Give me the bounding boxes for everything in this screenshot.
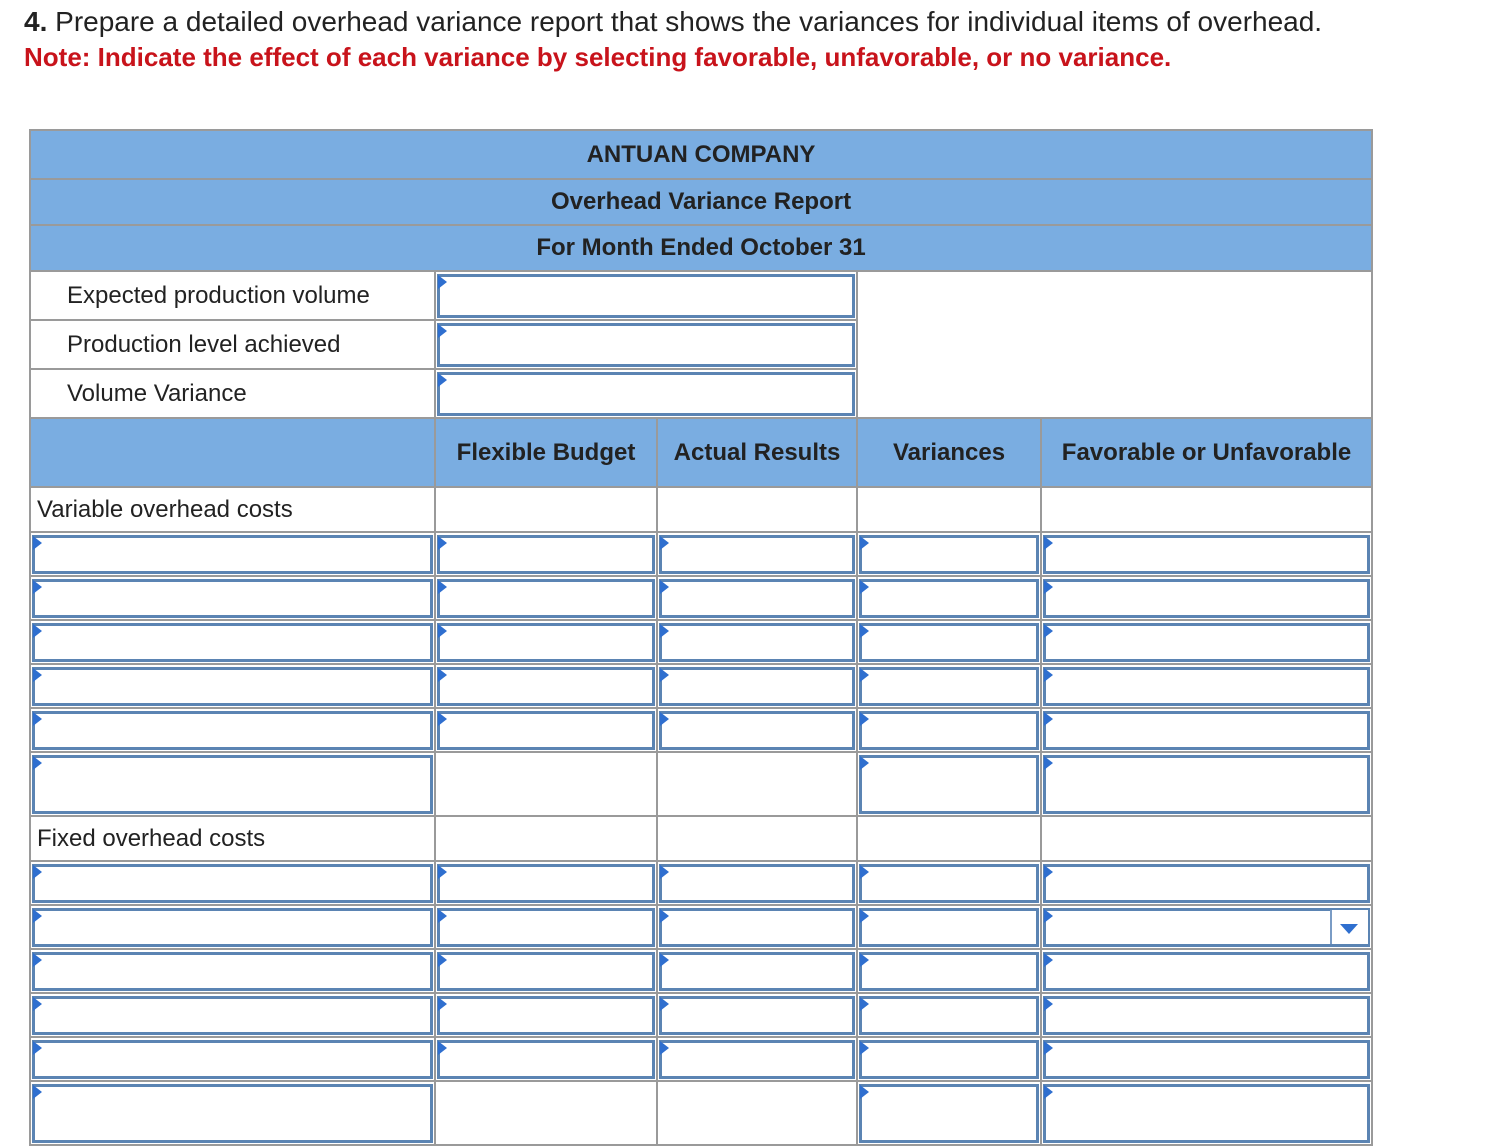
input-marker-icon xyxy=(438,953,447,967)
expected-production-volume-input[interactable] xyxy=(435,271,857,320)
empty-cell xyxy=(857,816,1041,861)
question-text xyxy=(24,4,1322,40)
input-marker-icon xyxy=(860,997,869,1011)
input-marker-icon xyxy=(33,1041,42,1055)
empty-cell xyxy=(435,816,657,861)
fixed-cost-row xyxy=(30,1037,1372,1081)
column-header-blank xyxy=(30,418,435,487)
column-header-variances: Variances xyxy=(857,418,1041,487)
fixed-cost-row xyxy=(30,949,1372,993)
input-marker-icon xyxy=(660,997,669,1011)
input-marker-icon xyxy=(660,580,669,594)
input-marker-icon xyxy=(1044,668,1053,682)
input-marker-icon xyxy=(1044,953,1053,967)
variance-input[interactable] xyxy=(857,993,1041,1037)
actual-results-input[interactable] xyxy=(657,576,857,620)
input-marker-icon xyxy=(860,865,869,879)
fixed-cost-row xyxy=(30,861,1372,905)
actual-results-input[interactable] xyxy=(657,708,857,752)
favorable-unfavorable-select[interactable] xyxy=(1041,620,1372,664)
empty-cell xyxy=(857,369,1372,418)
input-marker-icon xyxy=(860,668,869,682)
variance-input[interactable] xyxy=(857,576,1041,620)
cost-item-input[interactable] xyxy=(30,576,435,620)
company-name: ANTUAN COMPANY xyxy=(30,130,1372,179)
cost-item-input[interactable] xyxy=(30,664,435,708)
input-marker-icon xyxy=(33,712,42,726)
empty-cell xyxy=(657,487,857,532)
empty-cell xyxy=(435,1081,657,1145)
favorable-unfavorable-select[interactable] xyxy=(1041,532,1372,576)
input-marker-icon xyxy=(33,624,42,638)
fixed-total-variance-input[interactable] xyxy=(857,1081,1041,1145)
favorable-unfavorable-select[interactable] xyxy=(1041,576,1372,620)
favorable-unfavorable-select[interactable] xyxy=(1041,708,1372,752)
input-marker-icon xyxy=(1044,1085,1053,1099)
report-period: For Month Ended October 31 xyxy=(30,225,1372,271)
cost-item-input[interactable] xyxy=(30,1037,435,1081)
question-number: 4. xyxy=(24,6,48,37)
report-title: Overhead Variance Report xyxy=(30,179,1372,225)
fixed-cost-row xyxy=(30,905,1372,949)
chevron-down-icon xyxy=(1340,924,1358,934)
variable-total-favorable-select[interactable] xyxy=(1041,752,1372,816)
empty-cell xyxy=(857,271,1372,320)
cost-item-input[interactable] xyxy=(30,620,435,664)
input-marker-icon xyxy=(860,536,869,550)
input-marker-icon xyxy=(33,668,42,682)
flexible-budget-input[interactable] xyxy=(435,861,657,905)
volume-variance-label: Volume Variance xyxy=(30,369,435,418)
input-marker-icon xyxy=(438,536,447,550)
expected-production-volume-label: Expected production volume xyxy=(30,271,435,320)
input-marker-icon xyxy=(1044,1041,1053,1055)
actual-results-input[interactable] xyxy=(657,993,857,1037)
input-marker-icon xyxy=(860,756,869,770)
favorable-unfavorable-select[interactable] xyxy=(1041,1037,1372,1081)
input-marker-icon xyxy=(438,624,447,638)
input-marker-icon xyxy=(33,909,42,923)
cost-item-input[interactable] xyxy=(30,861,435,905)
cost-item-input[interactable] xyxy=(30,708,435,752)
input-marker-icon xyxy=(438,668,447,682)
variable-cost-row xyxy=(30,576,1372,620)
actual-results-input[interactable] xyxy=(657,861,857,905)
variable-overhead-heading: Variable overhead costs xyxy=(30,487,435,532)
column-header-favorable-unfavorable: Favorable or Unfavorable xyxy=(1041,418,1372,487)
input-marker-icon xyxy=(860,1085,869,1099)
input-marker-icon xyxy=(33,865,42,879)
variance-input[interactable] xyxy=(857,1037,1041,1081)
input-marker-icon xyxy=(33,536,42,550)
actual-results-input[interactable] xyxy=(657,905,857,949)
flexible-budget-input[interactable] xyxy=(435,949,657,993)
input-marker-icon xyxy=(438,909,447,923)
variable-total-row xyxy=(30,752,1372,816)
input-marker-icon xyxy=(1044,624,1053,638)
input-marker-icon xyxy=(1044,712,1053,726)
variable-cost-row xyxy=(30,664,1372,708)
column-header-flexible-budget: Flexible Budget xyxy=(435,418,657,487)
cost-item-input[interactable] xyxy=(30,993,435,1037)
favorable-unfavorable-select[interactable] xyxy=(1041,949,1372,993)
flexible-budget-input[interactable] xyxy=(435,905,657,949)
variance-input[interactable] xyxy=(857,708,1041,752)
input-marker-icon xyxy=(660,712,669,726)
empty-cell xyxy=(657,752,857,816)
fixed-total-label-input[interactable] xyxy=(30,1081,435,1145)
input-marker-icon xyxy=(438,275,447,289)
input-marker-icon xyxy=(860,712,869,726)
empty-cell xyxy=(435,487,657,532)
cost-item-input[interactable] xyxy=(30,905,435,949)
favorable-unfavorable-select[interactable] xyxy=(1041,664,1372,708)
input-marker-icon xyxy=(438,997,447,1011)
input-marker-icon xyxy=(660,953,669,967)
input-marker-icon xyxy=(660,668,669,682)
production-level-achieved-input[interactable] xyxy=(435,320,857,369)
actual-results-input[interactable] xyxy=(657,949,857,993)
flexible-budget-input[interactable] xyxy=(435,576,657,620)
empty-cell xyxy=(857,487,1041,532)
input-marker-icon xyxy=(33,953,42,967)
input-marker-icon xyxy=(660,865,669,879)
question-note: Note: Indicate the effect of each variance by selecting favorable, unfavorable, or no variance. xyxy=(24,42,1172,72)
empty-cell xyxy=(1041,487,1372,532)
variance-input[interactable] xyxy=(857,620,1041,664)
flexible-budget-input[interactable] xyxy=(435,620,657,664)
flexible-budget-input[interactable] xyxy=(435,532,657,576)
input-marker-icon xyxy=(860,1041,869,1055)
input-marker-icon xyxy=(33,1085,42,1099)
fixed-cost-row xyxy=(30,993,1372,1037)
input-marker-icon xyxy=(33,580,42,594)
variance-input[interactable] xyxy=(857,664,1041,708)
variance-input[interactable] xyxy=(857,532,1041,576)
flexible-budget-input[interactable] xyxy=(435,1037,657,1081)
fixed-total-favorable-select[interactable] xyxy=(1041,1081,1372,1145)
input-marker-icon xyxy=(860,953,869,967)
flexible-budget-input[interactable] xyxy=(435,708,657,752)
variable-cost-row xyxy=(30,532,1372,576)
fixed-overhead-heading: Fixed overhead costs xyxy=(30,816,435,861)
input-marker-icon xyxy=(1044,997,1053,1011)
input-marker-icon xyxy=(860,909,869,923)
actual-results-input[interactable] xyxy=(657,532,857,576)
input-marker-icon xyxy=(1044,756,1053,770)
input-marker-icon xyxy=(1044,536,1053,550)
column-header-actual-results: Actual Results xyxy=(657,418,857,487)
question-prompt: Prepare a detailed overhead variance report that shows the variances for individual items of overhead. xyxy=(47,6,1323,37)
variable-cost-row xyxy=(30,708,1372,752)
input-marker-icon xyxy=(660,1041,669,1055)
input-marker-icon xyxy=(860,580,869,594)
favorable-unfavorable-select[interactable] xyxy=(1041,861,1372,905)
flexible-budget-input[interactable] xyxy=(435,664,657,708)
input-marker-icon xyxy=(660,909,669,923)
input-marker-icon xyxy=(438,373,447,387)
empty-cell xyxy=(657,816,857,861)
empty-cell xyxy=(657,1081,857,1145)
variance-input[interactable] xyxy=(857,905,1041,949)
empty-cell xyxy=(857,320,1372,369)
production-level-achieved-label: Production level achieved xyxy=(30,320,435,369)
fixed-total-row xyxy=(30,1081,1372,1145)
variable-cost-row xyxy=(30,620,1372,664)
input-marker-icon xyxy=(1044,580,1053,594)
input-marker-icon xyxy=(1044,909,1053,923)
actual-results-input[interactable] xyxy=(657,1037,857,1081)
overhead-variance-report xyxy=(29,129,1371,1146)
report-table xyxy=(29,129,1373,1146)
favorable-unfavorable-select[interactable] xyxy=(1041,905,1372,949)
input-marker-icon xyxy=(438,865,447,879)
input-marker-icon xyxy=(438,324,447,338)
favorable-unfavorable-select[interactable] xyxy=(1041,993,1372,1037)
input-marker-icon xyxy=(860,624,869,638)
flexible-budget-input[interactable] xyxy=(435,993,657,1037)
cost-item-input[interactable] xyxy=(30,532,435,576)
input-marker-icon xyxy=(660,536,669,550)
actual-results-input[interactable] xyxy=(657,620,857,664)
input-marker-icon xyxy=(438,1041,447,1055)
actual-results-input[interactable] xyxy=(657,664,857,708)
input-marker-icon xyxy=(438,580,447,594)
input-marker-icon xyxy=(660,624,669,638)
empty-cell xyxy=(435,752,657,816)
variance-input[interactable] xyxy=(857,861,1041,905)
variance-input[interactable] xyxy=(857,949,1041,993)
input-marker-icon xyxy=(33,997,42,1011)
variable-total-variance-input[interactable] xyxy=(857,752,1041,816)
dropdown-toggle[interactable] xyxy=(1330,910,1368,944)
input-marker-icon xyxy=(33,756,42,770)
input-marker-icon xyxy=(1044,865,1053,879)
cost-item-input[interactable] xyxy=(30,949,435,993)
volume-variance-input[interactable] xyxy=(435,369,857,418)
variable-total-label-input[interactable] xyxy=(30,752,435,816)
empty-cell xyxy=(1041,816,1372,861)
input-marker-icon xyxy=(438,712,447,726)
